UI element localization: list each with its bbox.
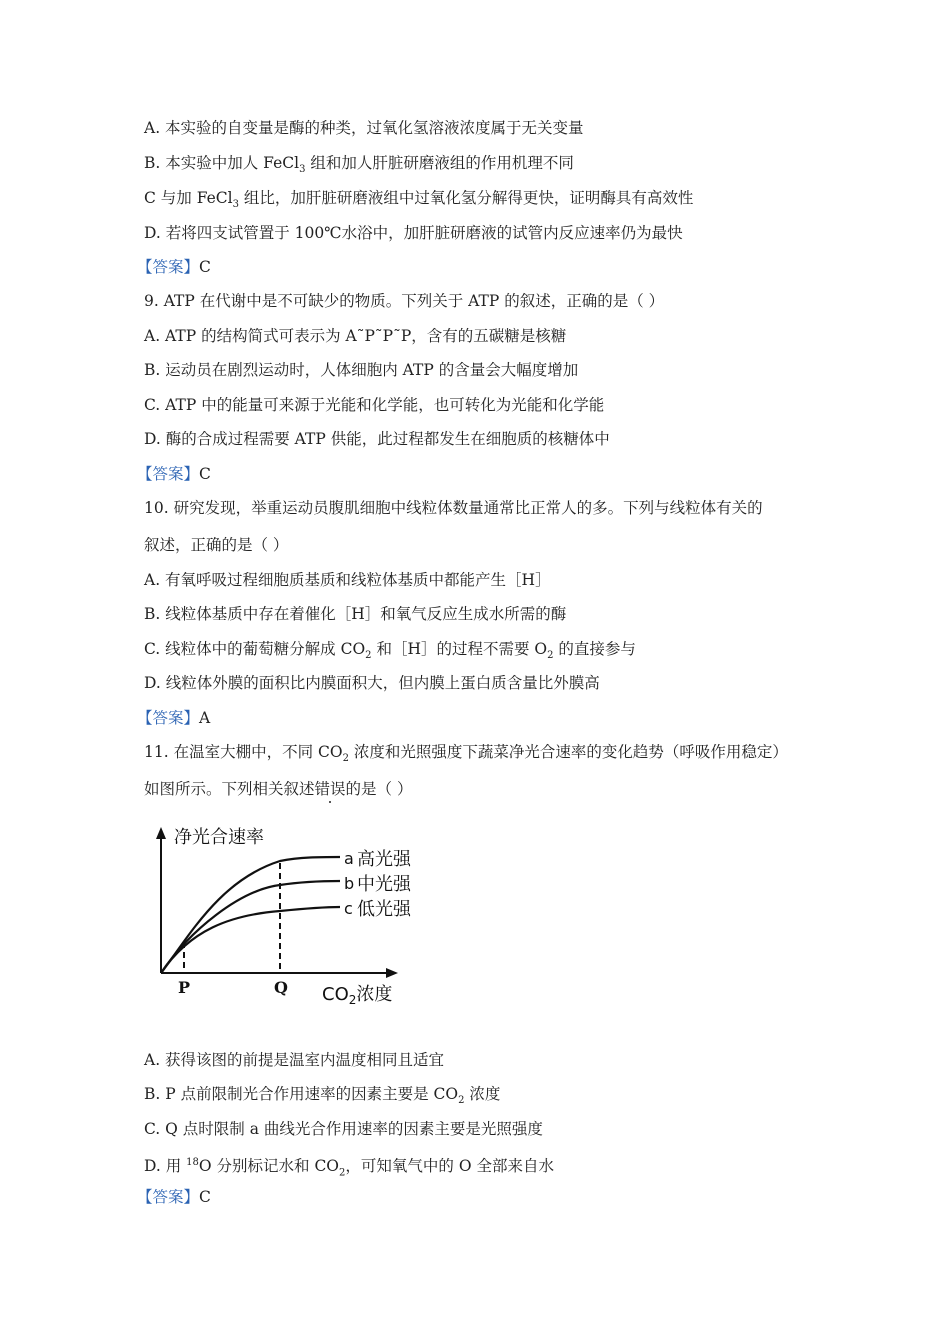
q10-option-c-sub: 2 xyxy=(365,650,372,662)
q11-option-b xyxy=(144,1084,500,1111)
curve-b xyxy=(161,881,340,973)
q11-option-d-text-2: O 分别标记水和 CO xyxy=(198,1157,340,1176)
q8-option-a: A. 本实验的自变量是酶的种类，过氧化氢溶液浓度属于无关变量 xyxy=(144,119,584,137)
q11-stem-line1 xyxy=(144,742,788,769)
y-axis-label: 净光合速率 xyxy=(174,827,264,848)
q11-option-b-text-2: 浓度 xyxy=(464,1085,501,1103)
q11-stem-sub: 2 xyxy=(342,753,349,765)
q10-option-b: B. 线粒体基质中存在着催化［H］和氧气反应生成水所需的酶 xyxy=(144,605,567,623)
answer-label: 【答案】 xyxy=(137,258,200,276)
q11-stem-text: 11. 在温室大棚中，不同 CO xyxy=(144,743,343,761)
q11-option-d-sub: 2 xyxy=(339,1167,346,1179)
q8-option-c-text: C 与加 FeCl xyxy=(144,189,233,207)
q8-answer xyxy=(137,257,211,277)
x-axis-label xyxy=(322,984,392,1007)
q11-stem2-text: 如图所示。下列相关叙述 xyxy=(144,780,315,798)
q11-answer xyxy=(137,1187,211,1207)
x-axis-label-sub: 2 xyxy=(348,993,357,1007)
q10-option-a: A. 有氧呼吸过程细胞质基质和线粒体基质中都能产生［H］ xyxy=(144,571,551,589)
q8-option-b-sub: 3 xyxy=(299,164,306,176)
x-axis-label-tail: 浓度 xyxy=(356,984,393,1005)
q9-answer xyxy=(137,464,211,484)
q9-stem: 9. ATP 在代谢中是不可缺少的物质。下列关于 ATP 的叙述，正确的是（ ） xyxy=(144,292,665,310)
q11-stem2-text-2: 的是（ ） xyxy=(345,780,413,798)
q11-option-d-text: D. 用 xyxy=(144,1157,187,1176)
q10-stem-line1: 10. 研究发现，举重运动员腹肌细胞中线粒体数量通常比正常人的多。下列与线粒体有关的 xyxy=(144,499,763,517)
photosynthesis-graph xyxy=(150,825,420,1010)
q11-option-b-sub: 2 xyxy=(458,1095,465,1107)
curve-a-label: 高光强 xyxy=(357,849,411,870)
q9-option-a: A. ATP 的结构简式可表示为 A˜P˜P˜P，含有的五碳糖是核糖 xyxy=(144,327,567,345)
x-axis-label-main: CO xyxy=(322,984,349,1005)
answer-value: C xyxy=(199,258,211,276)
q10-option-d: D. 线粒体外膜的面积比内膜面积大，但内膜上蛋白质含量比外膜高 xyxy=(144,674,600,692)
q11-stem-text-2: 浓度和光照强度下蔬菜净光合速率的变化趋势（呼吸作用稳定） xyxy=(348,743,788,761)
q8-option-c xyxy=(144,188,693,215)
q8-option-b-text: B. 本实验中加人 FeCl xyxy=(144,154,300,172)
q11-option-d-sup: 18 xyxy=(186,1157,199,1168)
answer-label: 【答案】 xyxy=(137,465,200,483)
point-q-label: Q xyxy=(274,978,288,997)
q8-option-c-text-2: 组比，加肝脏研磨液组中过氧化氢分解得更快，证明酶具有高效性 xyxy=(239,189,694,207)
curve-c-label: 低光强 xyxy=(357,899,411,920)
q8-option-b-text-2: 组和加人肝脏研磨液组的作用机理不同 xyxy=(305,154,574,172)
q11-option-a: A. 获得该图的前提是温室内温度相同且适宜 xyxy=(144,1051,445,1069)
q10-answer xyxy=(137,708,210,728)
q11-option-d-text-3: ，可知氧气中的 O 全部来自水 xyxy=(345,1157,554,1176)
q8-option-c-sub: 3 xyxy=(232,199,239,211)
answer-value: C xyxy=(199,465,211,483)
q10-option-c-sub-2: 2 xyxy=(547,650,554,662)
q10-option-c-text-3: 的直接参与 xyxy=(553,640,636,658)
point-p-label: P xyxy=(178,978,191,997)
curve-b-letter: b xyxy=(344,874,355,893)
q10-option-c-text: C. 线粒体中的葡萄糖分解成 CO xyxy=(144,640,366,658)
curve-a-letter: a xyxy=(344,849,354,868)
answer-label: 【答案】 xyxy=(137,709,200,727)
answer-value: C xyxy=(199,1188,211,1206)
q11-option-c: C. Q 点时限制 a 曲线光合作用速率的因素主要是光照强度 xyxy=(144,1120,543,1138)
answer-value: A xyxy=(199,709,211,727)
emphasis-mark: 错误 xyxy=(314,780,346,798)
q11-option-b-text: B. P 点前限制光合作用速率的因素主要是 CO xyxy=(144,1085,459,1103)
q10-stem-line2: 叙述，正确的是（ ） xyxy=(144,536,289,554)
answer-label: 【答案】 xyxy=(137,1188,200,1206)
q10-option-c xyxy=(144,639,636,666)
q11-stem-line2 xyxy=(144,779,412,799)
q8-option-b xyxy=(144,153,574,180)
q9-option-c: C. ATP 中的能量可来源于光能和化学能，也可转化为光能和化学能 xyxy=(144,396,605,414)
q11-option-d xyxy=(144,1153,554,1183)
q9-option-d: D. 酶的合成过程需要 ATP 供能，此过程都发生在细胞质的核糖体中 xyxy=(144,430,610,448)
q8-option-d: D. 若将四支试管置于 100℃水浴中，加肝脏研磨液的试管内反应速率仍为最快 xyxy=(144,224,683,242)
x-axis-arrow xyxy=(386,968,398,978)
q10-option-c-text-2: 和［H］的过程不需要 O xyxy=(371,640,548,658)
curve-c-letter: c xyxy=(344,899,353,918)
y-axis-arrow xyxy=(156,827,166,839)
q9-option-b: B. 运动员在剧烈运动时，人体细胞内 ATP 的含量会大幅度增加 xyxy=(144,361,579,379)
curve-b-label: 中光强 xyxy=(357,874,411,895)
